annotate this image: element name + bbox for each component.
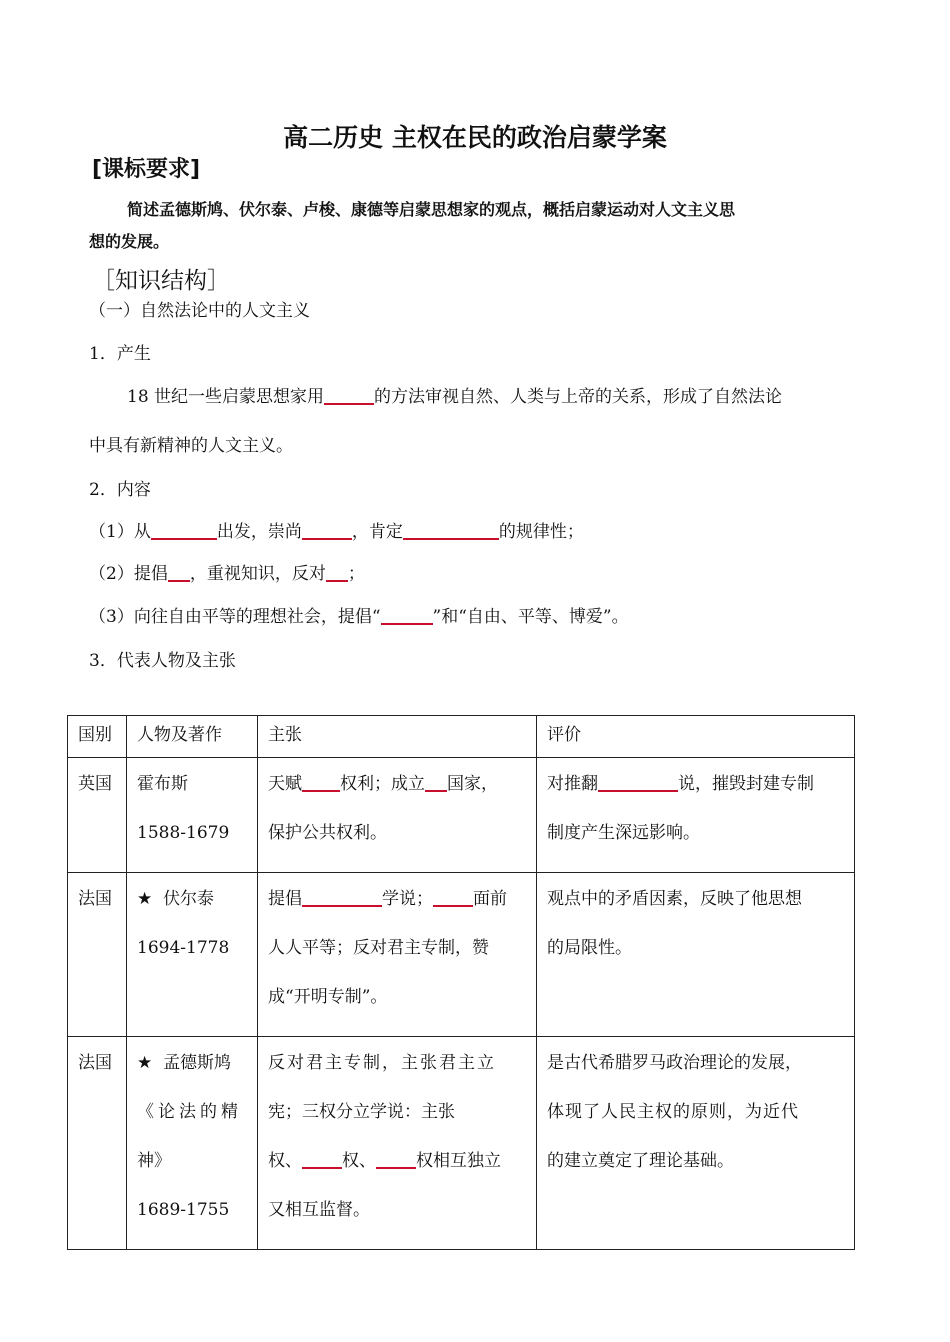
fill-blank[interactable] [326,562,348,582]
claim-line [268,881,526,930]
text-segment: 学说； [382,889,433,909]
cell-country [68,1037,127,1250]
fill-blank[interactable] [381,605,433,625]
cell-evaluation [537,1037,855,1250]
text-segment: 主张 [421,1102,455,1122]
item-1-text-line1 [127,382,782,407]
country-text: 法国 [78,1053,112,1073]
structure-heading: ［知识结构］ [92,268,230,294]
fill-blank[interactable] [151,520,217,540]
content-line-2 [89,559,365,584]
text-segment: ，肯定 [351,522,403,542]
text-segment: 面前 [473,889,507,909]
eval-line: 的局限性。 [547,938,632,958]
star-icon: ★ [137,1053,153,1073]
cell-evaluation [537,873,855,1037]
table-row [68,1037,855,1250]
person-name-line [137,881,247,930]
claim-line [268,1094,526,1143]
cell-person [127,873,258,1037]
cell-person [127,758,258,873]
text-segment: （3）向往自由平等的理想社会，提倡“ [89,607,381,627]
fill-blank[interactable] [302,887,382,907]
sub-heading-1: （一）自然法论中的人文主义 [89,301,310,321]
eval-line: 观点中的矛盾因素，反映了他思想 [547,889,802,909]
cell-country [68,873,127,1037]
fill-blank[interactable] [598,772,678,792]
claim-line [268,1143,526,1192]
person-years: 1588-1679 [137,823,230,843]
claim-line [268,766,526,815]
fill-blank[interactable] [376,1149,416,1169]
text-segment: 的方法审视自然、人类与上帝的关系，形成了自然法论 [374,387,783,407]
text-segment: 18 世纪一些启蒙思想家用 [127,387,325,407]
person-name: 伏尔泰 [163,889,215,909]
item-1-heading: 1．产生 [89,344,151,364]
person-name: 孟德斯鸠 [163,1053,232,1073]
country-text: 法国 [78,889,112,909]
person-years: 1694-1778 [137,938,230,958]
text-segment: 宪；三权分立学说： [268,1102,421,1122]
claim-line: 又相互监督。 [268,1200,370,1220]
text-segment: 国家， [447,774,498,794]
claim-line: 反对君主专制，主张君主立 [268,1053,496,1073]
person-name-line [137,1045,247,1094]
fill-blank[interactable] [168,562,190,582]
person-name: 霍布斯 [137,774,188,794]
cell-evaluation [537,758,855,873]
fill-blank[interactable] [302,1149,342,1169]
header-country: 国别 [68,716,127,758]
header-evaluation: 评价 [537,716,855,758]
header-person: 人物及著作 [127,716,258,758]
text-segment: 说，摧毁封建专制 [678,774,814,794]
requirements-text-line2: 想的发展。 [89,232,170,251]
claim-line: 人人平等；反对君主专制，赞 [268,938,489,958]
eval-line: 的建立奠定了理论基础。 [547,1151,734,1171]
text-segment: 提倡 [268,889,302,909]
cell-claim [258,873,537,1037]
text-segment: ； [347,564,365,584]
item-2-heading: 2．内容 [89,480,151,500]
requirements-text-line1: 简述孟德斯鸠、伏尔泰、卢梭、康德等启蒙思想家的观点，概括启蒙运动对人文主义思 [127,200,736,219]
content-line-3 [89,602,629,627]
text-segment: ”和“自由、平等、博爱”。 [432,607,629,627]
person-years: 1689-1755 [137,1200,230,1220]
star-icon: ★ [137,889,153,909]
header-claim: 主张 [258,716,537,758]
text-segment: 的规律性； [498,522,584,542]
eval-line: 体现了人民主权的原则，为近代 [547,1102,799,1122]
item-3-heading: 3．代表人物及主张 [89,651,236,671]
text-segment: 权利；成立 [340,774,425,794]
eval-line [547,766,844,815]
content-line-1 [89,517,584,542]
table-row [68,873,855,1037]
page-title: 高二历史 主权在民的政治启蒙学案 [283,123,667,152]
fill-blank[interactable] [403,520,499,540]
cell-country [68,758,127,873]
person-work: 《论法的精 [137,1102,242,1122]
item-1-text-line2: 中具有新精神的人文主义。 [89,436,293,456]
eval-line: 是古代希腊罗马政治理论的发展， [547,1053,802,1073]
fill-blank[interactable] [433,887,473,907]
table-row [68,758,855,873]
text-segment: 出发，崇尚 [216,522,302,542]
cell-person [127,1037,258,1250]
fill-blank[interactable] [302,772,340,792]
fill-blank[interactable] [324,385,374,405]
text-segment: 对推翻 [547,774,598,794]
person-work: 神》 [137,1151,171,1171]
text-segment: （2）提倡 [89,564,168,584]
text-segment: 权相互独立 [416,1151,501,1171]
fill-blank[interactable] [302,520,352,540]
cell-claim [258,758,537,873]
claim-line: 保护公共权利。 [268,823,387,843]
text-segment: 权、 [268,1151,302,1171]
requirements-heading: [课标要求] [92,157,201,182]
fill-blank[interactable] [425,772,447,792]
text-segment: （1）从 [89,522,151,542]
cell-claim [258,1037,537,1250]
text-segment: ，重视知识，反对 [189,564,326,584]
text-segment: 天赋 [268,774,302,794]
representatives-table [67,715,855,1250]
text-segment: 权、 [342,1151,376,1171]
eval-line: 制度产生深远影响。 [547,823,700,843]
claim-line: 成“开明专制”。 [268,987,388,1007]
table-header-row [68,716,855,758]
country-text: 英国 [78,774,112,794]
